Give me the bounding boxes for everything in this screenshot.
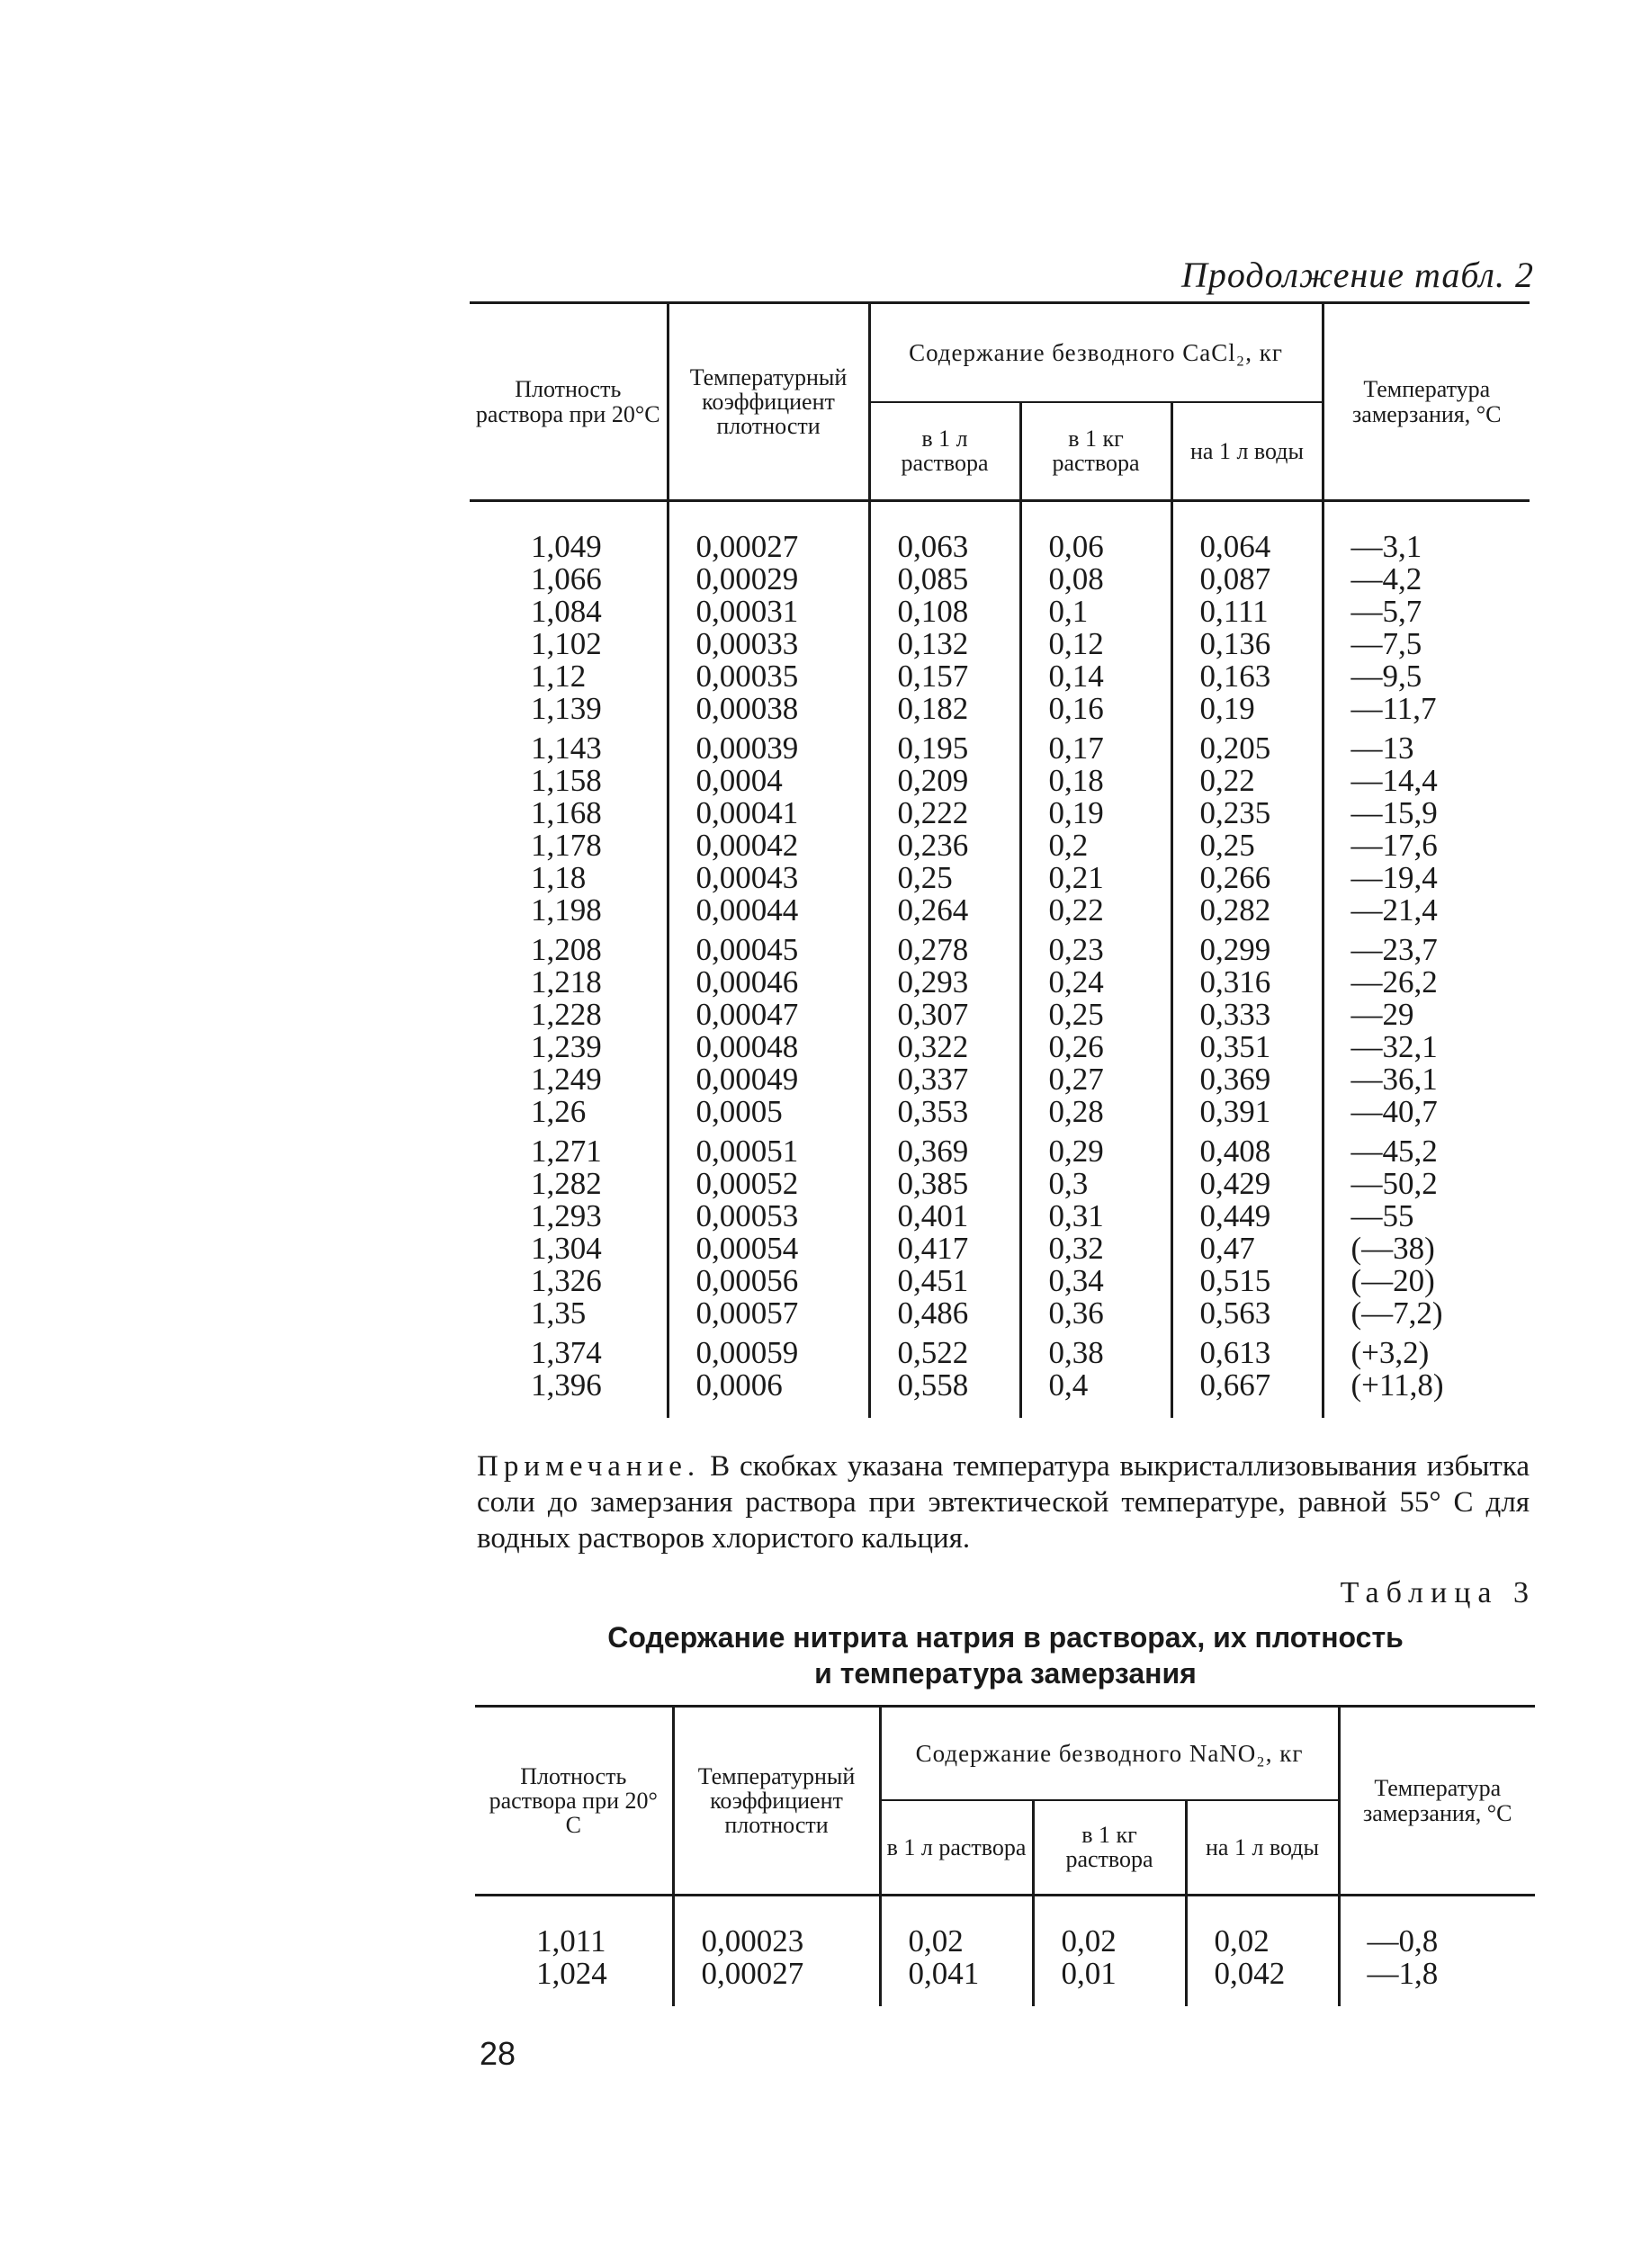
cell-density: 1,304	[531, 1231, 602, 1266]
cell-coefficient: 0,00053	[668, 1200, 869, 1233]
cell-density: 1,139	[531, 691, 602, 726]
cell-per-kg-solution: 0,34	[1020, 1265, 1171, 1297]
note-label: Примечание.	[477, 1450, 701, 1483]
cell-freezing-temp: —15,9	[1323, 797, 1530, 829]
cell-per-kg-solution: 0,27	[1020, 1063, 1171, 1096]
cell-per-liter-solution: 0,417	[869, 1233, 1020, 1265]
cell-per-kg-solution: 0,2	[1020, 829, 1171, 862]
cell-per-kg-solution: 0,16	[1020, 693, 1171, 725]
table-row	[470, 966, 1530, 999]
cell-coefficient: 0,00046	[668, 966, 869, 999]
cell-freezing-temp: (—20)	[1323, 1265, 1530, 1297]
cell-per-kg-solution: 0,4	[1020, 1369, 1171, 1418]
cell-per-liter-solution: 0,132	[869, 628, 1020, 660]
header-per-liter-water: на 1 л воды	[1186, 1800, 1339, 1896]
cell-per-liter-solution: 0,02	[880, 1896, 1033, 1959]
cell-per-kg-solution: 0,32	[1020, 1233, 1171, 1265]
cell-freezing-temp: (—7,2)	[1323, 1297, 1530, 1330]
cell-per-kg-solution: 0,1	[1020, 596, 1171, 628]
cell-freezing-temp: —11,7	[1323, 693, 1530, 725]
cell-density: 1,12	[531, 659, 587, 694]
header-temp-coefficient: Температурный коэффициент плотности	[673, 1707, 880, 1896]
cell-freezing-temp: —17,6	[1323, 829, 1530, 862]
cell-per-liter-water: 0,316	[1171, 966, 1323, 999]
table-continuation-caption: Продолжение табл. 2	[1180, 255, 1534, 295]
cell-per-kg-solution: 0,21	[1020, 862, 1171, 894]
cell-per-liter-solution: 0,157	[869, 660, 1020, 693]
cell-per-liter-solution: 0,369	[869, 1128, 1020, 1168]
cell-per-kg-solution: 0,28	[1020, 1096, 1171, 1128]
cell-per-kg-solution: 0,36	[1020, 1297, 1171, 1330]
header-temp-coefficient: Температурный коэффициент плотности	[668, 303, 869, 501]
cell-freezing-temp: —14,4	[1323, 765, 1530, 797]
table-row	[470, 1128, 1530, 1168]
cell-freezing-temp: (+11,8)	[1323, 1369, 1530, 1418]
cell-coefficient: 0,00052	[668, 1168, 869, 1200]
cell-density: 1,282	[531, 1166, 602, 1201]
cell-per-liter-solution: 0,486	[869, 1297, 1020, 1330]
cell-coefficient: 0,00059	[668, 1330, 869, 1369]
cell-per-liter-solution: 0,25	[869, 862, 1020, 894]
cell-per-kg-solution: 0,06	[1020, 501, 1171, 564]
table-row	[470, 563, 1530, 596]
table-3-body	[475, 1896, 1535, 2007]
table-row	[470, 1297, 1530, 1330]
cell-per-kg-solution: 0,26	[1020, 1031, 1171, 1063]
cell-per-kg-solution: 0,12	[1020, 628, 1171, 660]
cell-freezing-temp: —23,7	[1323, 927, 1530, 966]
cell-density: 1,198	[531, 892, 602, 928]
cell-coefficient: 0,00042	[668, 829, 869, 862]
cell-per-kg-solution: 0,31	[1020, 1200, 1171, 1233]
header-per-liter-solution: в 1 л раствора	[880, 1800, 1033, 1896]
cell-coefficient: 0,00041	[668, 797, 869, 829]
table-row	[470, 1369, 1530, 1418]
cell-freezing-temp: (—38)	[1323, 1233, 1530, 1265]
cell-per-kg-solution: 0,02	[1033, 1896, 1186, 1959]
cell-per-liter-water: 0,22	[1171, 765, 1323, 797]
cell-per-liter-water: 0,391	[1171, 1096, 1323, 1128]
header-freezing-temperature: Температура замерзания, °С	[1339, 1707, 1535, 1896]
cell-per-liter-solution: 0,236	[869, 829, 1020, 862]
cell-density: 1,049	[531, 529, 602, 564]
cell-density: 1,293	[531, 1198, 602, 1233]
note-text: В скобках указана температура выкристаллизовывания избытка соли до замерзания раствора при эвтектической температуре, равной 55° С для водных растворов хлористого кальция.	[477, 1450, 1530, 1555]
cell-per-liter-water: 0,042	[1186, 1958, 1339, 2006]
cell-per-liter-water: 0,667	[1171, 1369, 1323, 1418]
cell-density: 1,178	[531, 828, 602, 863]
cell-freezing-temp: —3,1	[1323, 501, 1530, 564]
cell-per-liter-water: 0,449	[1171, 1200, 1323, 1233]
cell-coefficient: 0,00029	[668, 563, 869, 596]
cell-density: 1,228	[531, 997, 602, 1032]
cell-freezing-temp: —13	[1323, 725, 1530, 765]
cell-per-liter-solution: 0,182	[869, 693, 1020, 725]
table-row	[470, 797, 1530, 829]
cell-per-liter-solution: 0,353	[869, 1096, 1020, 1128]
cell-freezing-temp: —40,7	[1323, 1096, 1530, 1128]
table-2-body	[470, 501, 1530, 1419]
table-row	[470, 1233, 1530, 1265]
cell-per-liter-water: 0,25	[1171, 829, 1323, 862]
cell-per-liter-water: 0,19	[1171, 693, 1323, 725]
cell-density: 1,271	[531, 1134, 602, 1169]
cell-coefficient: 0,0006	[668, 1369, 869, 1418]
cell-per-liter-solution: 0,293	[869, 966, 1020, 999]
cell-freezing-temp: —36,1	[1323, 1063, 1530, 1096]
cell-per-kg-solution: 0,38	[1020, 1330, 1171, 1369]
cell-density: 1,143	[531, 731, 602, 766]
cell-per-kg-solution: 0,25	[1020, 999, 1171, 1031]
cell-density: 1,218	[531, 964, 602, 1000]
cell-coefficient: 0,00031	[668, 596, 869, 628]
cell-freezing-temp: —19,4	[1323, 862, 1530, 894]
cell-coefficient: 0,00047	[668, 999, 869, 1031]
table-row	[470, 660, 1530, 693]
cell-coefficient: 0,00054	[668, 1233, 869, 1265]
header-per-liter-solution: в 1 л раствора	[869, 402, 1020, 501]
cell-per-liter-water: 0,369	[1171, 1063, 1323, 1096]
cell-density: 1,158	[531, 763, 602, 798]
cell-per-kg-solution: 0,29	[1020, 1128, 1171, 1168]
header-per-liter-water: на 1 л воды	[1171, 402, 1323, 501]
cell-per-kg-solution: 0,19	[1020, 797, 1171, 829]
cell-per-liter-water: 0,333	[1171, 999, 1323, 1031]
cell-coefficient: 0,00023	[673, 1896, 880, 1959]
table-3-title-line-2: и температура замерзания	[814, 1657, 1197, 1690]
cell-coefficient: 0,00045	[668, 927, 869, 966]
cell-density: 1,326	[531, 1263, 602, 1298]
cell-density: 1,26	[531, 1094, 587, 1129]
cell-per-liter-water: 0,064	[1171, 501, 1323, 564]
header-freezing-temperature: Температура замерзания, °С	[1323, 303, 1530, 501]
cell-coefficient: 0,0005	[668, 1096, 869, 1128]
table-row	[470, 596, 1530, 628]
table-row	[470, 1168, 1530, 1200]
cell-per-liter-water: 0,282	[1171, 894, 1323, 927]
cell-density: 1,35	[531, 1295, 587, 1331]
table-3-title-line-1: Содержание нитрита натрия в растворах, их плотность	[607, 1621, 1404, 1654]
cell-per-liter-water: 0,351	[1171, 1031, 1323, 1063]
header-anhydrous-content: Содержание безводного CaCl₂, кг	[869, 303, 1323, 402]
cell-freezing-temp: —5,7	[1323, 596, 1530, 628]
table-row	[470, 927, 1530, 966]
cell-coefficient: 0,00057	[668, 1297, 869, 1330]
cell-freezing-temp: —9,5	[1323, 660, 1530, 693]
cell-coefficient: 0,00056	[668, 1265, 869, 1297]
cell-per-liter-water: 0,163	[1171, 660, 1323, 693]
cell-per-liter-solution: 0,063	[869, 501, 1020, 564]
cell-per-liter-water: 0,299	[1171, 927, 1323, 966]
table-row	[470, 1063, 1530, 1096]
cell-per-liter-water: 0,408	[1171, 1128, 1323, 1168]
cell-freezing-temp: —29	[1323, 999, 1530, 1031]
cell-density: 1,18	[531, 860, 587, 895]
cell-per-liter-water: 0,429	[1171, 1168, 1323, 1200]
cell-per-liter-water: 0,47	[1171, 1233, 1323, 1265]
cell-density: 1,084	[531, 594, 602, 629]
table-row	[470, 894, 1530, 927]
cell-freezing-temp: —55	[1323, 1200, 1530, 1233]
cell-density: 1,249	[531, 1062, 602, 1097]
table-row	[470, 501, 1530, 564]
cell-coefficient: 0,00044	[668, 894, 869, 927]
cell-density: 1,396	[531, 1367, 602, 1403]
cell-per-liter-solution: 0,278	[869, 927, 1020, 966]
cell-per-liter-water: 0,087	[1171, 563, 1323, 596]
cell-coefficient: 0,00049	[668, 1063, 869, 1096]
cell-freezing-temp: (+3,2)	[1323, 1330, 1530, 1369]
cell-coefficient: 0,00039	[668, 725, 869, 765]
cell-density: 1,102	[531, 626, 602, 661]
cell-density: 1,024	[536, 1956, 607, 1991]
cell-coefficient: 0,00035	[668, 660, 869, 693]
page-number: 28	[480, 2035, 516, 2072]
cell-freezing-temp: —32,1	[1323, 1031, 1530, 1063]
table-row	[470, 628, 1530, 660]
table-row	[470, 999, 1530, 1031]
cell-per-kg-solution: 0,01	[1033, 1958, 1186, 2006]
cell-freezing-temp: —50,2	[1323, 1168, 1530, 1200]
table-row	[470, 693, 1530, 725]
cell-per-liter-solution: 0,401	[869, 1200, 1020, 1233]
cell-per-liter-solution: 0,264	[869, 894, 1020, 927]
cell-per-liter-solution: 0,209	[869, 765, 1020, 797]
table-3-title	[477, 1619, 1534, 1691]
cell-freezing-temp: —45,2	[1323, 1128, 1530, 1168]
cell-density: 1,168	[531, 795, 602, 830]
cell-per-liter-water: 0,613	[1171, 1330, 1323, 1369]
table-row	[470, 1031, 1530, 1063]
header-per-kg-solution: в 1 кг раствора	[1033, 1800, 1186, 1896]
cell-per-liter-solution: 0,322	[869, 1031, 1020, 1063]
cell-per-liter-water: 0,235	[1171, 797, 1323, 829]
cell-density: 1,066	[531, 561, 602, 596]
cell-per-liter-solution: 0,522	[869, 1330, 1020, 1369]
cell-density: 1,011	[536, 1923, 606, 1959]
table-3-label: Таблица 3	[1340, 1576, 1536, 1609]
cell-per-liter-solution: 0,337	[869, 1063, 1020, 1096]
cell-per-liter-water: 0,111	[1171, 596, 1323, 628]
table-row	[470, 1200, 1530, 1233]
cell-density: 1,208	[531, 932, 602, 967]
header-density: Плотность раствора при 20°С	[470, 303, 668, 501]
cell-per-liter-water: 0,205	[1171, 725, 1323, 765]
header-per-kg-solution: в 1 кг раствора	[1020, 402, 1171, 501]
table-2-calcium-chloride	[470, 301, 1530, 1418]
table-row	[470, 829, 1530, 862]
table-row	[475, 1896, 1535, 1959]
cell-per-liter-solution: 0,307	[869, 999, 1020, 1031]
cell-per-kg-solution: 0,22	[1020, 894, 1171, 927]
cell-density: 1,374	[531, 1335, 602, 1370]
cell-per-liter-water: 0,515	[1171, 1265, 1323, 1297]
cell-per-liter-solution: 0,451	[869, 1265, 1020, 1297]
cell-freezing-temp: —1,8	[1339, 1958, 1535, 2006]
cell-coefficient: 0,00038	[668, 693, 869, 725]
cell-coefficient: 0,00051	[668, 1128, 869, 1168]
cell-freezing-temp: —0,8	[1339, 1896, 1535, 1959]
cell-per-liter-solution: 0,558	[869, 1369, 1020, 1418]
cell-freezing-temp: —21,4	[1323, 894, 1530, 927]
cell-coefficient: 0,00027	[673, 1958, 880, 2006]
cell-per-kg-solution: 0,08	[1020, 563, 1171, 596]
cell-per-kg-solution: 0,23	[1020, 927, 1171, 966]
table-row	[470, 725, 1530, 765]
table-row	[475, 1958, 1535, 2006]
cell-per-kg-solution: 0,3	[1020, 1168, 1171, 1200]
cell-per-kg-solution: 0,17	[1020, 725, 1171, 765]
cell-per-kg-solution: 0,14	[1020, 660, 1171, 693]
table-3-sodium-nitrite	[475, 1705, 1535, 2006]
table-row	[470, 1330, 1530, 1369]
cell-per-liter-solution: 0,041	[880, 1958, 1033, 2006]
header-anhydrous-content: Содержание безводного NaNO₂, кг	[880, 1707, 1339, 1800]
cell-per-liter-water: 0,02	[1186, 1896, 1339, 1959]
table-row	[470, 765, 1530, 797]
cell-per-kg-solution: 0,24	[1020, 966, 1171, 999]
cell-freezing-temp: —4,2	[1323, 563, 1530, 596]
cell-freezing-temp: —26,2	[1323, 966, 1530, 999]
cell-density: 1,239	[531, 1029, 602, 1064]
cell-per-liter-solution: 0,195	[869, 725, 1020, 765]
cell-per-liter-solution: 0,222	[869, 797, 1020, 829]
cell-per-liter-water: 0,266	[1171, 862, 1323, 894]
cell-coefficient: 0,00027	[668, 501, 869, 564]
table-row	[470, 1096, 1530, 1128]
cell-per-liter-solution: 0,085	[869, 563, 1020, 596]
cell-coefficient: 0,00048	[668, 1031, 869, 1063]
cell-per-liter-water: 0,563	[1171, 1297, 1323, 1330]
table-note	[477, 1448, 1530, 1556]
cell-freezing-temp: —7,5	[1323, 628, 1530, 660]
table-row	[470, 862, 1530, 894]
cell-coefficient: 0,00043	[668, 862, 869, 894]
cell-coefficient: 0,00033	[668, 628, 869, 660]
header-density: Плотность раствора при 20° С	[475, 1707, 673, 1896]
cell-per-liter-solution: 0,385	[869, 1168, 1020, 1200]
cell-per-liter-water: 0,136	[1171, 628, 1323, 660]
table-row	[470, 1265, 1530, 1297]
cell-per-kg-solution: 0,18	[1020, 765, 1171, 797]
cell-coefficient: 0,0004	[668, 765, 869, 797]
cell-per-liter-solution: 0,108	[869, 596, 1020, 628]
